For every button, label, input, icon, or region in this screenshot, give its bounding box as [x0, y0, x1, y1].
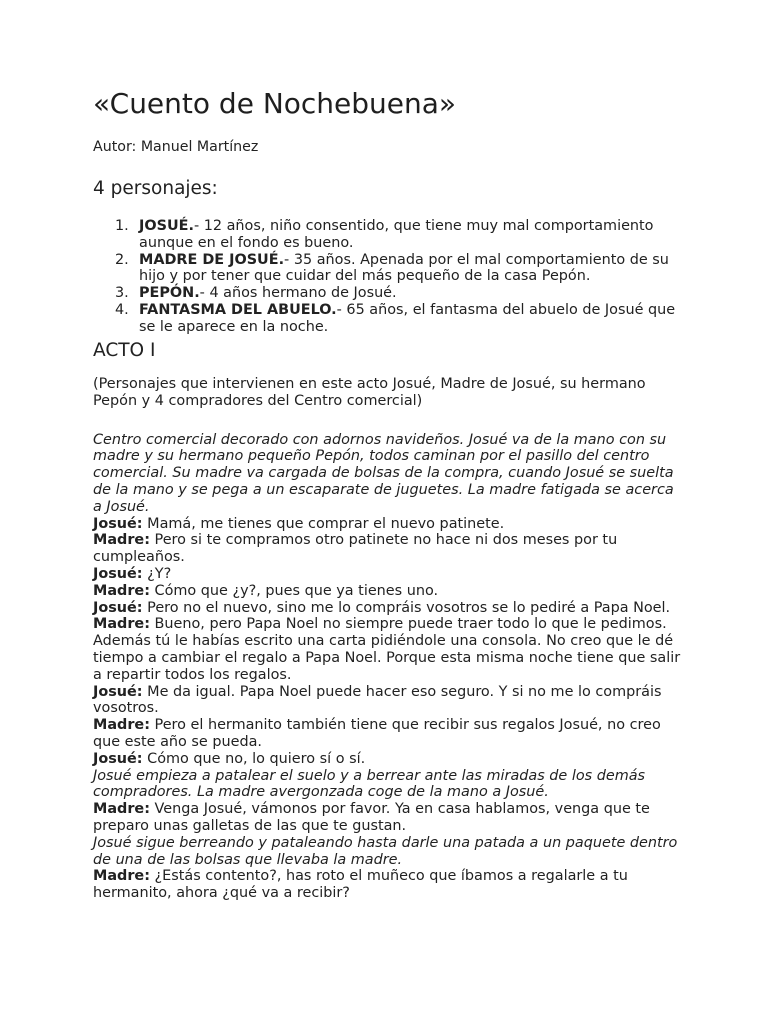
document-title: «Cuento de Nochebuena»	[93, 87, 457, 120]
list-number: 3.	[115, 285, 129, 302]
dialogue-text: Pero el hermanito también tiene que recibir sus regalos Josué, no creo que este año se pueda.	[93, 717, 661, 750]
stage-direction: Josué empieza a patalear el suelo y a berrear ante las miradas de los demás compradores. La madre avergonzada coge de la mano a Josué.	[93, 767, 646, 801]
dialogue-text: ¿Estás contento?, has roto el muñeco que íbamos a regalarle a tu hermanito, ahora ¿qué va a recibir?	[93, 868, 628, 902]
dialogue-line	[93, 801, 683, 835]
speaker-name: Madre:	[93, 801, 150, 818]
author-line: Autor: Manuel Martínez	[93, 139, 259, 155]
character-item	[93, 302, 683, 336]
speaker-name: Josué:	[93, 515, 143, 532]
dialogue-line	[93, 532, 683, 566]
dialogue-text: ¿Y?	[142, 565, 172, 582]
act-intro: (Personajes que intervienen en este acto Josué, Madre de Josué, su hermano Pepón y 4 compradores del Centro comercial)	[93, 376, 646, 409]
character-name: JOSUÉ.	[139, 218, 194, 234]
dialogue-text: Cómo que no, lo quiero sí o sí.	[142, 750, 366, 767]
list-number: 1.	[115, 218, 129, 234]
character-name: MADRE DE JOSUÉ.	[139, 251, 285, 268]
stage-direction: Josué sigue berreando y pataleando hasta darle una patada a un paquete dentro de una de las bolsas que llevaba la madre.	[93, 834, 678, 868]
dialogue-text: Pero no el nuevo, sino me lo compráis vosotros se lo pediré a Papa Noel.	[142, 599, 671, 616]
character-description: - 4 años hermano de Josué.	[199, 285, 397, 302]
speaker-name: Madre:	[93, 582, 150, 599]
dialogue-line	[93, 751, 683, 768]
dialogue-line	[93, 516, 683, 533]
dialogue-line	[93, 717, 683, 751]
character-item	[93, 285, 683, 302]
speaker-name: Josué:	[93, 683, 143, 700]
dialogue-text: Me da igual. Papa Noel puede hacer eso seguro. Y si no me lo compráis vosotros.	[93, 683, 662, 717]
character-description: - 35 años. Apenada por el mal comportamiento de su hijo y por tener que cuidar del más pequeño de la casa Pepón.	[139, 251, 669, 285]
dialogue-line	[93, 566, 683, 583]
dialogue-line	[93, 616, 683, 683]
characters-list	[93, 218, 683, 336]
speaker-name: Madre:	[93, 717, 150, 734]
speaker-name: Madre:	[93, 532, 150, 549]
characters-heading: 4 personajes:	[93, 178, 218, 199]
stage-direction: Centro comercial decorado con adornos navideños. Josué va de la mano con su madre y su hermano pequeño Pepón, todos caminan por el pasillo del centro comercial. Su madre va cargada de bolsas de la compra, cuando Josué se suelta de la mano y se pega a un escaparate de juguetes. La madre fatigada se acerca a Josué.	[93, 431, 674, 515]
dialogue-line	[93, 583, 683, 600]
dialogue-text: Mamá, me tienes que comprar el nuevo patinete.	[142, 515, 505, 532]
dialogue-line	[93, 684, 683, 718]
dialogue-line	[93, 868, 683, 902]
character-description: - 65 años, el fantasma del abuelo de Josué que se le aparece en la noche.	[139, 301, 676, 335]
dialogue-text: Pero si te compramos otro patinete no hace ni dos meses por tu cumpleaños.	[93, 532, 618, 566]
script-body	[93, 376, 683, 902]
dialogue-line	[93, 600, 683, 617]
character-name: FANTASMA DEL ABUELO.	[139, 301, 337, 318]
character-name: PEPÓN.	[139, 285, 200, 302]
character-item	[93, 218, 683, 252]
dialogue-text: Bueno, pero Papa Noel no siempre puede traer todo lo que le pedimos. Además tú le habías escrito una carta pidiéndole una consola. No creo que le dé tiempo a cambiar el regalo a Papa Noel. Porque esta misma noche tiene que salir a repartir todos los regalos.	[93, 616, 681, 683]
speaker-name: Madre:	[93, 868, 150, 885]
character-item	[93, 252, 683, 286]
dialogue-text: Cómo que ¿y?, pues que ya tienes uno.	[149, 582, 439, 599]
character-description: - 12 años, niño consentido, que tiene muy mal comportamiento aunque en el fondo es bueno.	[139, 218, 654, 251]
list-number: 4.	[115, 301, 129, 318]
speaker-name: Josué:	[93, 565, 143, 582]
speaker-name: Josué:	[93, 750, 143, 767]
speaker-name: Madre:	[93, 616, 150, 633]
act-heading: ACTO I	[93, 340, 156, 361]
list-number: 2.	[115, 251, 129, 268]
dialogue-text: Venga Josué, vámonos por favor. Ya en casa hablamos, venga que te preparo unas galletas de las que te gustan.	[93, 801, 650, 834]
speaker-name: Josué:	[93, 599, 143, 616]
